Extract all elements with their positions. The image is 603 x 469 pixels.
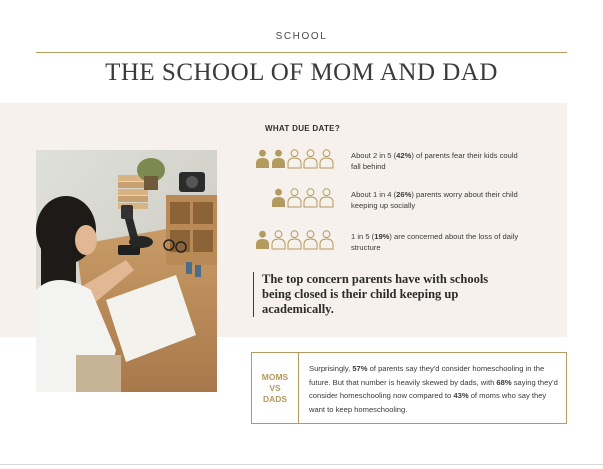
stat-text — [351, 231, 526, 253]
person-outline-icon — [303, 188, 318, 208]
person-icon-group — [255, 230, 334, 250]
callout-text: saying they'd consider homeschooling now compared to — [309, 377, 558, 401]
bottom-divider — [0, 464, 603, 465]
person-filled-icon — [255, 149, 270, 169]
stat-percent: 42% — [396, 151, 412, 160]
callout-text: of parents say they'd consider homeschooling in the future. But that number is heavily skewed by dads, with — [309, 364, 545, 387]
child-with-microscope-photo — [36, 150, 217, 392]
callout-stat: 57% — [352, 364, 368, 373]
stat-text-part: About 1 in 4 ( — [351, 190, 397, 199]
stat-text — [351, 150, 526, 172]
person-outline-icon — [319, 188, 334, 208]
stat-row — [0, 149, 603, 173]
pull-quote: The top concern parents have with schools being closed is their child keeping up academically. — [253, 272, 492, 317]
person-outline-icon — [319, 149, 334, 169]
person-outline-icon — [319, 230, 334, 250]
callout-tag-line: VS — [269, 382, 281, 393]
stat-text-part: About 2 in 5 ( — [351, 151, 397, 160]
callout-stat: 43% — [453, 391, 469, 401]
person-filled-icon — [271, 149, 286, 169]
callout-body — [299, 353, 566, 423]
person-outline-icon — [287, 188, 302, 208]
stat-row — [0, 188, 603, 212]
stat-percent: 26% — [396, 190, 412, 199]
page-title: THE SCHOOL OF MOM AND DAD — [105, 59, 498, 86]
callout-tag — [252, 353, 299, 423]
stat-text — [351, 189, 526, 211]
section-label: SCHOOL — [275, 31, 328, 42]
stat-text-part: ) parents worry about their child keeping up socially — [351, 190, 518, 210]
callout-text: of moms who say they want to keep homeschooling. — [309, 391, 547, 414]
stat-percent: 19% — [374, 232, 390, 241]
stat-row — [0, 230, 603, 254]
stat-text-part: 1 in 5 ( — [351, 232, 375, 241]
callout-tag-line: DADS — [262, 393, 288, 404]
person-icon-group — [271, 188, 334, 208]
survey-subhead: WHAT DUE DATE? — [265, 124, 341, 133]
stat-text-part: ) of parents fear their kids could fall behind — [351, 151, 518, 171]
moms-vs-dads-callout — [251, 352, 567, 424]
person-outline-icon — [303, 230, 318, 250]
person-icon-group — [255, 149, 334, 169]
callout-text: Surprisingly, — [309, 364, 353, 373]
person-outline-icon — [271, 230, 286, 250]
header-divider — [36, 52, 567, 53]
person-filled-icon — [271, 188, 286, 208]
stat-text-part: ) are concerned about the loss of daily structure — [351, 232, 519, 252]
person-outline-icon — [287, 230, 302, 250]
callout-tag-line: MOMS — [261, 371, 289, 382]
person-filled-icon — [255, 230, 270, 250]
person-outline-icon — [303, 149, 318, 169]
person-outline-icon — [287, 149, 302, 169]
callout-stat: 68% — [496, 377, 512, 387]
